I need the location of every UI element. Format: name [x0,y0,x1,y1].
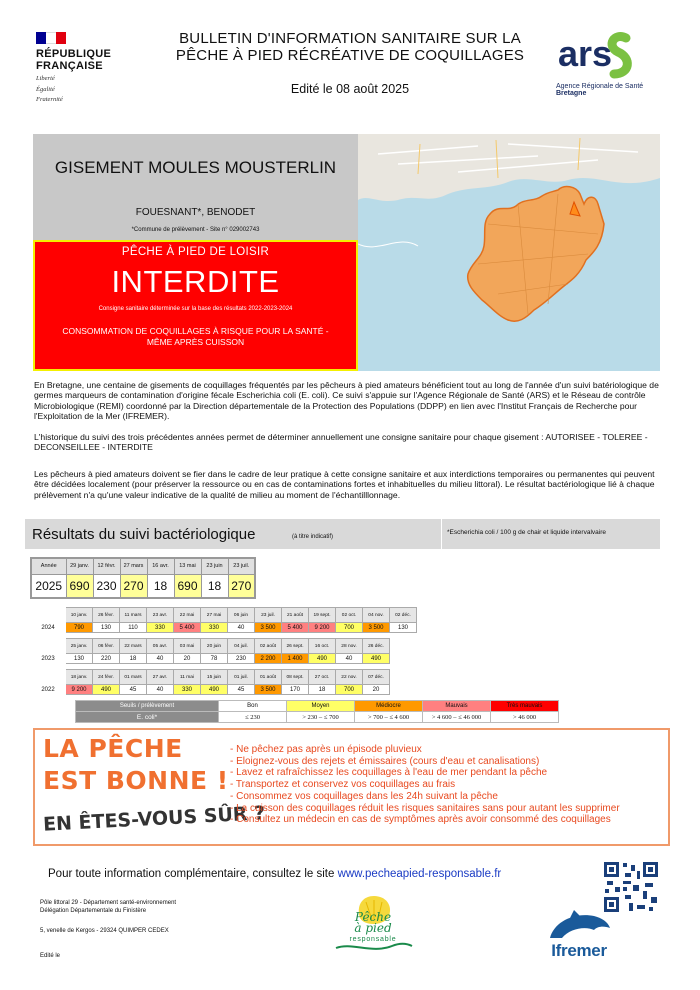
value-cell: 330 [174,685,201,695]
value-cell: 18 [147,574,174,598]
value-cell: 45 [228,685,255,695]
date-cell: 29 janv. [66,558,93,574]
value-cell: 700 [336,685,363,695]
motto-egalite: Égalité [36,85,55,93]
date-cell: 04 juil. [228,639,255,654]
title-line1: BULLETIN D'INFORMATION SANITAIRE SUR LA [179,30,521,47]
value-cell: 18 [120,654,147,664]
value-cell: 790 [66,623,93,633]
gisement-name: GISEMENT MOULES MOUSTERLIN [54,158,337,177]
date-cell: 05 avr. [147,639,174,654]
results-table-2023 [30,638,390,664]
value-cell: 9 200 [66,685,93,695]
value-cell: 3 500 [255,623,282,633]
slogan-line1: LA PÊCHE [43,734,183,763]
date-cell: 16 avr. [147,558,174,574]
date-cell: 06 juin [228,608,255,623]
peche-a-pied-responsable-logo [332,892,414,958]
ifremer-logo [540,908,618,964]
value-cell: 78 [201,654,228,664]
qr-code-icon[interactable] [603,861,659,913]
consigne-note: Consigne sanitaire déterminée sur la base des résultats 2022-2023-2024 [98,306,293,312]
year-cell: 2024 [31,623,66,633]
date-cell: 08 sept. [282,670,309,685]
date-cell: 23 juil. [255,608,282,623]
status-box [33,240,358,371]
date-cell: 07 déc. [363,670,390,685]
value-cell: 130 [390,623,417,633]
date-cell: 18 janv. [66,670,93,685]
values-row-2025 [31,574,255,598]
date-cell: 27 oct. [309,670,336,685]
republique-line2: FRANÇAISE [36,60,103,72]
date-cell: 01 août [255,670,282,685]
value-cell: 130 [93,623,120,633]
value-cell: 45 [120,685,147,695]
value-cell: 18 [309,685,336,695]
edition-date: Edité le 08 août 2025 [290,82,410,96]
date-cell: 12 févr. [93,558,120,574]
ars-region: Bretagne [556,90,587,97]
value-cell: 20 [363,685,390,695]
threshold-unit-label: E. coli* [76,712,219,723]
status-label: INTERDITE [111,264,280,299]
value-cell: 270 [228,574,255,598]
threshold-name: Médiocre [355,701,423,712]
value-cell: 700 [336,623,363,633]
tip-item: - Consommez vos coquillages dans les 24h suivant la pêche [230,790,498,802]
slogan-line3: EN ÊTES-VOUS SÛR ? [42,802,266,836]
threshold-range: > 700 – ≤ 4 600 [355,712,423,723]
year-cell: 2022 [31,685,66,695]
date-cell: 16 oct. [309,639,336,654]
ars-subtitle: Agence Régionale de Santé [556,83,644,90]
bulletin-title [150,30,550,64]
value-cell: 40 [228,623,255,633]
year-header: Année [31,558,66,574]
date-cell: 11 mai [174,670,201,685]
results-unit-note: *Escherichia coli / 100 g de chair et liquide intervalvaire [441,519,660,549]
value-cell: 40 [147,654,174,664]
ifremer-text: Ifremer [551,941,607,960]
activity-label: PÊCHE À PIED DE LOISIR [121,246,270,258]
value-cell: 330 [147,623,174,633]
republique-francaise-logo [36,32,126,104]
value-cell: 230 [228,654,255,664]
value-cell: 330 [201,623,228,633]
value-cell: 20 [174,654,201,664]
info-text: Pour toute information complémentaire, consultez le site [48,868,338,880]
date-cell: 02 oct. [336,608,363,623]
threshold-names-row [76,701,559,712]
tip-item: - Eloignez-vous des rejets et émissaires (cours d'eau et canalisations) [230,755,540,767]
tip-item: - Consultez un médecin en cas de symptômes après avoir consommé des coquillages [230,814,611,826]
threshold-name: Mauvais [423,701,491,712]
values-row [31,623,417,633]
date-cell: 22 mars [120,639,147,654]
values-row [31,654,390,664]
info-line [48,868,501,880]
dates-row [31,670,390,685]
ppr-line2: à pied [354,921,392,935]
date-cell: 21 août [282,608,309,623]
health-warning: CONSOMMATION DE COQUILLAGES À RISQUE POUR LA SANTÉ - MÊME APRÈS CUISSON [62,326,329,347]
value-cell: 40 [336,654,363,664]
results-title: Résultats du suivi bactériologique [32,526,256,543]
thresholds-table [75,700,559,723]
dolphin-icon [540,908,618,942]
ars-logo [556,30,666,98]
value-cell: 9 200 [309,623,336,633]
results-table-2022 [30,669,390,695]
pole-line: Pôle littoral 29 - Département santé-environnement [40,900,177,906]
date-cell: 27 mars [120,558,147,574]
date-cell: 20 juin [201,639,228,654]
value-cell: 490 [363,654,390,664]
value-cell: 220 [93,654,120,664]
date-cell: 15 juin [201,670,228,685]
date-cell: 23 avr. [147,608,174,623]
date-cell: 24 févr. [93,670,120,685]
date-cell: 02 août [255,639,282,654]
value-cell: 5 400 [282,623,309,633]
ppr-line1: Pêche [354,910,392,924]
slogan-line2: EST BONNE ! [43,766,229,795]
date-cell: 23 juil. [228,558,255,574]
french-flag-icon [36,32,66,44]
republique-line1: RÉPUBLIQUE [36,48,112,60]
value-cell: 40 [147,685,174,695]
year-spacer [31,670,66,685]
value-cell: 3 500 [363,623,390,633]
website-link[interactable]: www.pecheapied-responsable.fr [337,868,502,880]
value-cell: 490 [201,685,228,695]
value-cell: 5 400 [174,623,201,633]
value-cell: 1 400 [282,654,309,664]
year-cell: 2023 [31,654,66,664]
intro-paragraph-1: En Bretagne, une centaine de gisements de coquillages fréquentés par les pêcheurs à pied amateurs bénéficient tout au long de l'année d'un suivi batériologique de germes marqueurs de contamination d'origine fécale Escherichia coli (E. coli). Ce suivi s'appuie sur l'Agence Régionale de Santé (ARS) et le Réseau de contrôle Microbiologique (REMI) coordonné par la Direction départementale de la Protection des Populations (DDPP) en lien avec l'Institut Français de Recherche pour l'Exploitation de la Mer (IFREMER). [34,380,659,421]
ars-logo-text: ars [558,33,613,74]
value-cell: 690 [66,574,93,598]
date-cell: 02 déc. [390,608,417,623]
date-cell: 06 févr. [93,639,120,654]
threshold-range: ≤ 230 [219,712,287,723]
value-cell: 690 [174,574,201,598]
motto-liberte: Liberté [36,75,55,82]
threshold-range: > 46 000 [491,712,559,723]
date-cell: 13 mai [174,558,201,574]
date-cell: 10 janv. [66,608,93,623]
year-cell: 2025 [31,574,66,598]
value-cell: 3 500 [255,685,282,695]
date-cell: 22 mai [174,608,201,623]
tip-item: - Lavez et rafraîchissez les coquillages à l'eau de mer pendant la pêche [230,767,548,779]
date-cell: 26 déc. [363,639,390,654]
value-cell: 2 200 [255,654,282,664]
date-cell: 11 mars [120,608,147,623]
value-cell: 490 [309,654,336,664]
value-cell: 130 [66,654,93,664]
tip-item: - La cuisson des coquillages réduit les risques sanitaires sans pour autant les supprimer [230,802,620,814]
threshold-range: > 4 600 – ≤ 46 000 [423,712,491,723]
threshold-name: Bon [219,701,287,712]
address-line: 5, venelle de Kergos - 29324 QUIMPER CEDEX [40,928,169,934]
date-cell: 27 avr. [147,670,174,685]
value-cell: 490 [93,685,120,695]
date-cell: 27 mai [201,608,228,623]
value-cell: 110 [120,623,147,633]
date-cell: 25 janv. [66,639,93,654]
date-cell: 23 juin [201,558,228,574]
threshold-name: Très mauvais [491,701,559,712]
threshold-label: Seuils / prélèvement [76,701,219,712]
results-indicative: (à titre indicatif) [292,534,334,540]
tip-item: - Transportez et conservez vos coquillages au frais [230,779,456,791]
values-row [31,685,390,695]
date-cell: 01 mars [120,670,147,685]
ars-logo-icon [556,30,666,80]
date-cell: 26 sept. [282,639,309,654]
gisement-site-note: *Commune de prélèvement - Site n° 029002743 [131,227,260,233]
safety-tips [230,744,620,826]
value-cell: 270 [120,574,147,598]
intro-paragraph-3: Les pêcheurs à pied amateurs doivent se fier dans le cadre de leur pratique à cette consigne sanitaire et aux interdictions temporaires ou permanentes qui peuvent être décidées localement (pour préserver la ressource ou en cas de contaminations fortes et inhabituelles du milieu littoral). Le résultat bactériologique lié à chaque prélèvement n'a qu'une valeur indicative de la qualité de milieu au moment de l'échantilllonnage. [34,469,655,500]
tip-item: - Ne pêchez pas après un épisode pluvieux [230,744,422,755]
threshold-ranges-row [76,712,559,723]
delegation-line: Délégation Départementale du Finistère [40,908,147,914]
dates-row [31,639,390,654]
date-cell: 04 nov. [363,608,390,623]
date-cell: 26 févr. [93,608,120,623]
gisement-map [358,134,660,371]
year-spacer [31,639,66,654]
dates-row [31,608,417,623]
dates-row-2025 [31,558,255,574]
date-cell: 28 nov. [336,639,363,654]
results-table-2025 [30,557,256,599]
motto-fraternite: Fraternité [36,96,63,103]
threshold-range: > 230 – ≤ 700 [287,712,355,723]
year-spacer [31,608,66,623]
gisement-communes: FOUESNANT*, BENODET [135,207,256,218]
date-cell: 03 mai [174,639,201,654]
ppr-line3: responsable [349,936,397,943]
edited-line: Edité le [40,953,61,959]
title-line2: PÊCHE À PIED RÉCRÉATIVE DE COQUILLAGES [175,47,525,64]
value-cell: 230 [93,574,120,598]
value-cell: 18 [201,574,228,598]
date-cell: 22 nov. [336,670,363,685]
intro-paragraph-2: L'historique du suivi des trois précédentes années permet de déterminer annuellement une consigne sanitaire pour chaque gisement : AUTORISEE - TOLEREE - DECONSEILLEE - INTERDITE [34,432,648,453]
date-cell: 19 sept. [309,608,336,623]
date-cell: 01 juil. [228,670,255,685]
value-cell: 170 [282,685,309,695]
threshold-name: Moyen [287,701,355,712]
results-table-2024 [30,607,417,633]
